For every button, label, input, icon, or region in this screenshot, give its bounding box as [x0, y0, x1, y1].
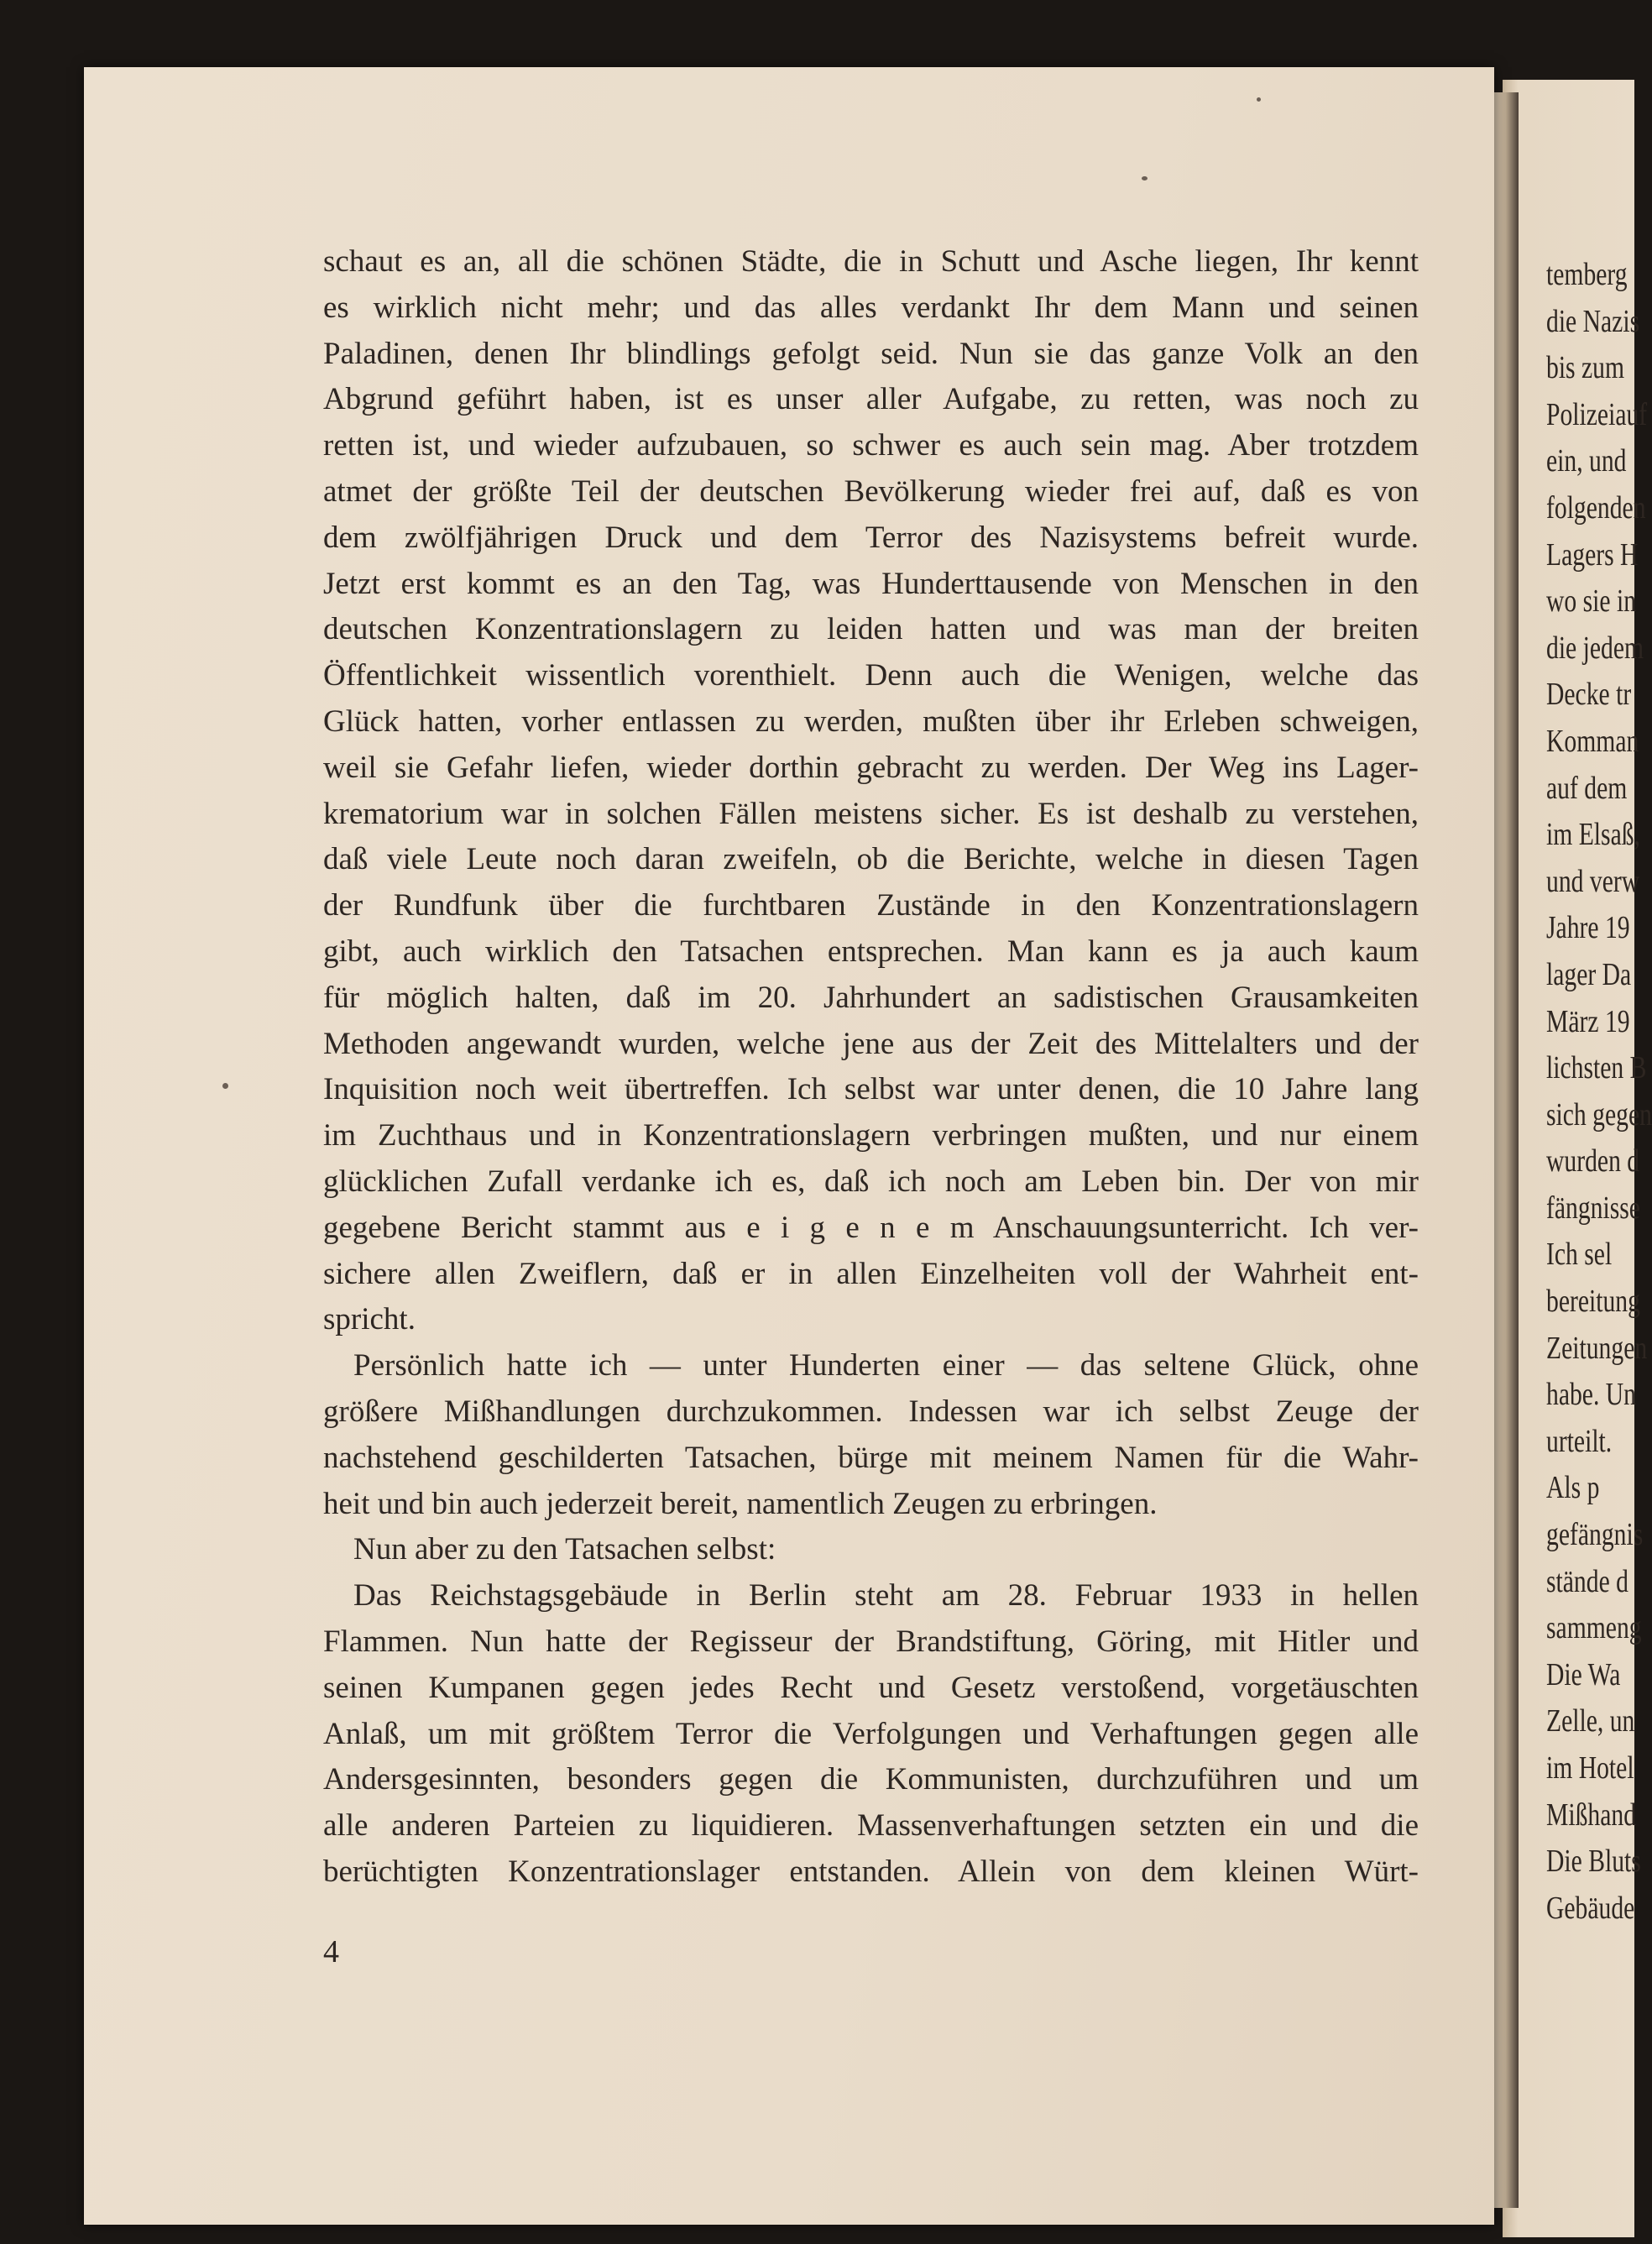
text-line: Glück hatten, vorher entlassen zu werden, mußten über ihr Erleben schweigen,: [323, 704, 1419, 739]
right-page-line: im Hotel: [1546, 1750, 1634, 1786]
right-page-line: Lagers H: [1546, 536, 1639, 573]
right-page-line: wurden d: [1546, 1143, 1640, 1180]
right-page-line: fängnisse: [1546, 1190, 1640, 1226]
text-line: gegebene Bericht stammt aus e i g e n e m Anschauungsunterricht. Ich ver-: [323, 1210, 1419, 1245]
text-line: sichere allen Zweiflern, daß er in allen Einzelheiten voll der Wahrheit ent-: [323, 1256, 1419, 1291]
right-page-line: Die Wa: [1546, 1656, 1621, 1692]
text-line: schaut es an, all die schönen Städte, die in Schutt und Asche liegen, Ihr kennt: [323, 244, 1419, 279]
right-page-line: temberg: [1546, 257, 1628, 292]
text-line: Flammen. Nun hatte der Regisseur der Brandstiftung, Göring, mit Hitler und: [323, 1624, 1419, 1659]
right-page-line: urteilt.: [1546, 1423, 1613, 1459]
right-page-line: stände d: [1546, 1563, 1628, 1599]
page-number: 4: [323, 1934, 339, 1969]
text-line: der Rundfunk über die furchtbaren Zustände in den Konzentrationslagern: [323, 888, 1419, 923]
paper-speck: [1257, 97, 1261, 102]
text-line: Jetzt erst kommt es an den Tag, was Hunderttausende von Menschen in den: [323, 566, 1419, 601]
right-page-line: Die Bluts: [1546, 1844, 1641, 1880]
text-line: Abgrund geführt haben, ist es unser aller Aufgabe, zu retten, was noch zu: [323, 382, 1419, 417]
paper-speck: [222, 1083, 228, 1089]
text-line: Öffentlichkeit wissentlich vorenthielt. Denn auch die Wenigen, welche das: [323, 658, 1419, 693]
text-line: es wirklich nicht mehr; und das alles verdankt Ihr dem Mann und seinen: [323, 290, 1419, 325]
paper-speck: [1142, 176, 1148, 180]
text-line: alle anderen Parteien zu liquidieren. Massenverhaftungen setzten ein und die: [323, 1808, 1419, 1844]
right-page-line: Decke tr: [1546, 677, 1632, 713]
right-page-line: im Elsaß,: [1546, 817, 1640, 853]
right-page-line: wo sie in: [1546, 583, 1637, 620]
right-page-line: gefängnis: [1546, 1517, 1644, 1553]
text-line: im Zuchthaus und in Konzentrationslagern verbringen mußten, und nur einem: [323, 1118, 1419, 1153]
text-line: seinen Kumpanen gegen jedes Recht und Gesetz verstoßend, vorgetäuschten: [323, 1670, 1419, 1705]
right-page-line: Als p: [1546, 1470, 1600, 1506]
right-page-line: Zeitungen: [1546, 1330, 1648, 1366]
text-line: Methoden angewandt wurden, welche jene aus der Zeit des Mittelalters und der: [323, 1026, 1419, 1061]
page-body-text: [323, 239, 1419, 1896]
right-page-line: sich gegen: [1546, 1096, 1652, 1132]
right-page-line: lichsten B: [1546, 1050, 1647, 1086]
right-page-line: März 19: [1546, 1003, 1630, 1039]
text-line: weil sie Gefahr liefen, wieder dorthin gebracht zu werden. Der Weg ins Lager-: [323, 750, 1419, 785]
text-line: heit und bin auch jederzeit bereit, namentlich Zeugen zu erbringen.: [323, 1486, 1158, 1521]
text-line: Paladinen, denen Ihr blindlings gefolgt seid. Nun sie das ganze Volk an den: [323, 336, 1419, 371]
text-line: spricht.: [323, 1302, 416, 1337]
text-line: berüchtigten Konzentrationslager entstanden. Allein von dem kleinen Würt-: [323, 1854, 1419, 1889]
text-line: Anlaß, um mit größtem Terror die Verfolgungen und Verhaftungen gegen alle: [323, 1716, 1419, 1751]
text-line: retten ist, und wieder aufzubauen, so schwer es auch sein mag. Aber trotzdem: [323, 428, 1419, 463]
right-page-line: Gebäude: [1546, 1890, 1635, 1926]
text-line: Das Reichstagsgebäude in Berlin steht am 28. Februar 1933 in hellen: [353, 1578, 1419, 1614]
right-page-line: sammeng: [1546, 1610, 1642, 1646]
right-page-line: die Nazis: [1546, 303, 1640, 339]
text-line: atmet der größte Teil der deutschen Bevölkerung wieder frei auf, daß es von: [323, 473, 1419, 509]
text-line: Persönlich hatte ich — unter Hunderten einer — das seltene Glück, ohne: [353, 1348, 1419, 1384]
right-page-line: Zelle, un: [1546, 1703, 1635, 1739]
right-page-line: bereitung: [1546, 1284, 1640, 1320]
text-line: für möglich halten, daß im 20. Jahrhundert an sadistischen Grausamkeiten: [323, 980, 1419, 1015]
text-line: daß viele Leute noch daran zweifeln, ob die Berichte, welche in diesen Tagen: [323, 842, 1419, 877]
text-line: Inquisition noch weit übertreffen. Ich selbst war unter denen, die 10 Jahre lang: [323, 1072, 1419, 1107]
text-line: deutschen Konzentrationslagern zu leiden hatten und was man der breiten: [323, 612, 1419, 647]
text-line: Andersgesinnten, besonders gegen die Kommunisten, durchzuführen und um: [323, 1762, 1419, 1797]
right-page-line: Jahre 19: [1546, 910, 1630, 946]
right-page-line: lager Da: [1546, 956, 1632, 992]
right-page-line: Polizeiauf: [1546, 396, 1648, 432]
right-page-line: Komman: [1546, 723, 1639, 759]
right-page-line: Mißhand: [1546, 1797, 1637, 1833]
text-line: gibt, auch wirklich den Tatsachen entsprechen. Man kann es ja auch kaum: [323, 934, 1419, 969]
text-line: glücklichen Zufall verdanke ich es, daß ich noch am Leben bin. Der von mir: [323, 1164, 1419, 1199]
text-line: Nun aber zu den Tatsachen selbst:: [353, 1532, 776, 1567]
right-page-line: bis zum: [1546, 350, 1625, 386]
right-page-line: die jedem: [1546, 630, 1644, 666]
right-page-line: folgenden: [1546, 489, 1646, 526]
page-gutter: [1490, 92, 1519, 2208]
right-page-line: auf dem: [1546, 770, 1628, 806]
right-page-line: ein, und: [1546, 443, 1627, 479]
right-page-line: Ich sel: [1546, 1237, 1613, 1273]
text-line: krematorium war in solchen Fällen meistens sicher. Es ist deshalb zu verstehen,: [323, 796, 1419, 831]
right-page-text: [1546, 252, 1652, 1932]
text-line: größere Mißhandlungen durchzukommen. Indessen war ich selbst Zeuge der: [323, 1394, 1419, 1429]
right-page-line: und verw: [1546, 863, 1640, 899]
text-line: nachstehend geschilderten Tatsachen, bürge mit meinem Namen für die Wahr-: [323, 1440, 1419, 1475]
right-page-line: habe. Un: [1546, 1377, 1637, 1413]
text-line: dem zwölfjährigen Druck und dem Terror des Nazisystems befreit wurde.: [323, 520, 1419, 555]
